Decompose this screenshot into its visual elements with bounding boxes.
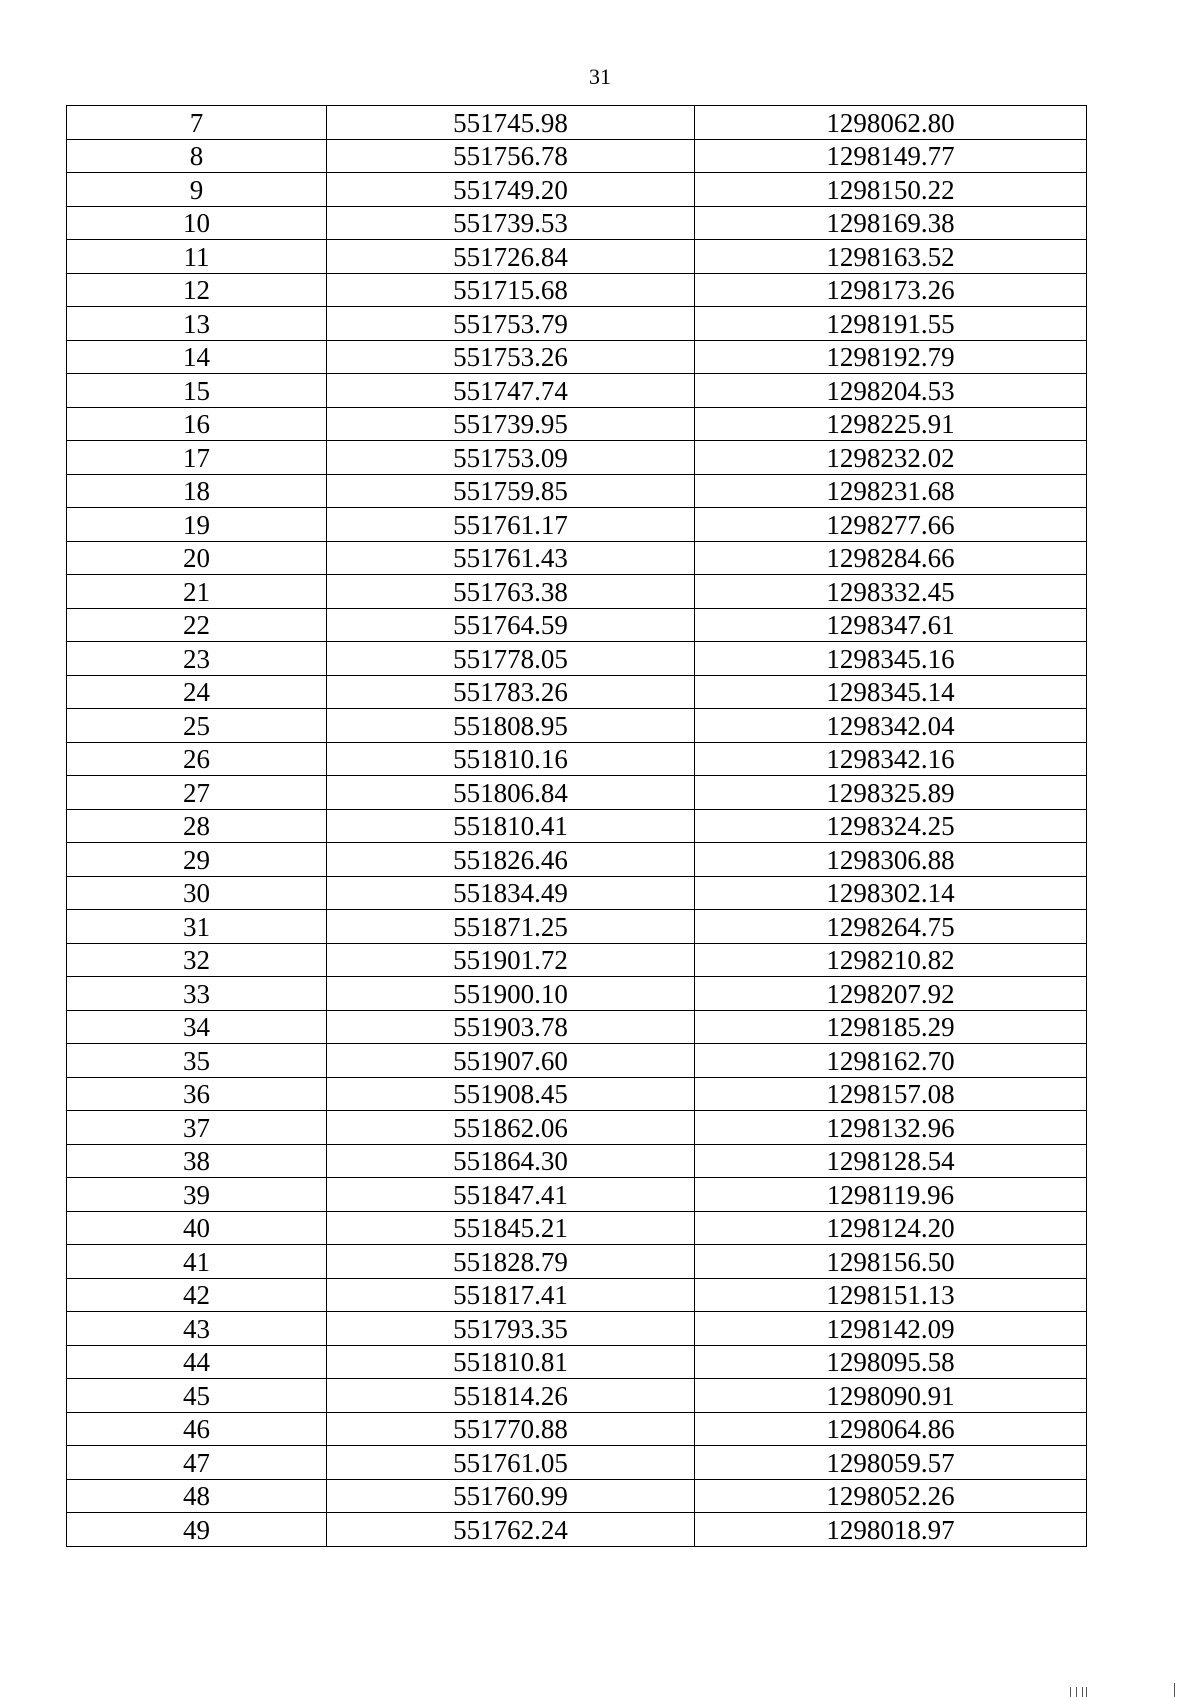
- y-coordinate-cell: 1298342.04: [695, 709, 1087, 743]
- x-coordinate-cell: 551864.30: [327, 1144, 695, 1178]
- x-coordinate-cell: 551763.38: [327, 575, 695, 609]
- table-row: [67, 340, 1087, 374]
- x-coordinate-cell: 551739.53: [327, 206, 695, 240]
- y-coordinate-cell: 1298149.77: [695, 139, 1087, 173]
- point-number-cell: 30: [67, 876, 327, 910]
- x-coordinate-cell: 551759.85: [327, 474, 695, 508]
- x-coordinate-cell: 551764.59: [327, 608, 695, 642]
- point-number-cell: 28: [67, 809, 327, 843]
- point-number-cell: 32: [67, 943, 327, 977]
- x-coordinate-cell: 551778.05: [327, 642, 695, 676]
- x-coordinate-cell: 551753.09: [327, 441, 695, 475]
- point-number-cell: 35: [67, 1044, 327, 1078]
- x-coordinate-cell: 551871.25: [327, 910, 695, 944]
- table-row: [67, 742, 1087, 776]
- y-coordinate-cell: 1298018.97: [695, 1513, 1087, 1547]
- point-number-cell: 12: [67, 273, 327, 307]
- point-number-cell: 47: [67, 1446, 327, 1480]
- x-coordinate-cell: 551834.49: [327, 876, 695, 910]
- x-coordinate-cell: 551847.41: [327, 1178, 695, 1212]
- point-number-cell: 44: [67, 1345, 327, 1379]
- point-number-cell: 17: [67, 441, 327, 475]
- x-coordinate-cell: 551828.79: [327, 1245, 695, 1279]
- y-coordinate-cell: 1298204.53: [695, 374, 1087, 408]
- table-row: [67, 1245, 1087, 1279]
- point-number-cell: 36: [67, 1077, 327, 1111]
- x-coordinate-cell: 551753.79: [327, 307, 695, 341]
- table-row: [67, 776, 1087, 810]
- x-coordinate-cell: 551808.95: [327, 709, 695, 743]
- y-coordinate-cell: 1298277.66: [695, 508, 1087, 542]
- x-coordinate-cell: 551900.10: [327, 977, 695, 1011]
- table-row: [67, 843, 1087, 877]
- y-coordinate-cell: 1298207.92: [695, 977, 1087, 1011]
- y-coordinate-cell: 1298151.13: [695, 1278, 1087, 1312]
- table-row: [67, 1278, 1087, 1312]
- table-row: [67, 1479, 1087, 1513]
- point-number-cell: 49: [67, 1513, 327, 1547]
- y-coordinate-cell: 1298342.16: [695, 742, 1087, 776]
- y-coordinate-cell: 1298192.79: [695, 340, 1087, 374]
- x-coordinate-cell: 551783.26: [327, 675, 695, 709]
- y-coordinate-cell: 1298302.14: [695, 876, 1087, 910]
- y-coordinate-cell: 1298169.38: [695, 206, 1087, 240]
- y-coordinate-cell: 1298163.52: [695, 240, 1087, 274]
- point-number-cell: 48: [67, 1479, 327, 1513]
- y-coordinate-cell: 1298156.50: [695, 1245, 1087, 1279]
- x-coordinate-cell: 551761.43: [327, 541, 695, 575]
- x-coordinate-cell: 551908.45: [327, 1077, 695, 1111]
- x-coordinate-cell: 551817.41: [327, 1278, 695, 1312]
- table-row: [67, 709, 1087, 743]
- table-row: [67, 441, 1087, 475]
- y-coordinate-cell: 1298052.26: [695, 1479, 1087, 1513]
- x-coordinate-cell: 551715.68: [327, 273, 695, 307]
- y-coordinate-cell: 1298332.45: [695, 575, 1087, 609]
- table-row: [67, 1513, 1087, 1547]
- table-row: [67, 943, 1087, 977]
- y-coordinate-cell: 1298232.02: [695, 441, 1087, 475]
- y-coordinate-cell: 1298231.68: [695, 474, 1087, 508]
- table-row: [67, 1379, 1087, 1413]
- point-number-cell: 7: [67, 106, 327, 140]
- y-coordinate-cell: 1298345.14: [695, 675, 1087, 709]
- table-row: [67, 1412, 1087, 1446]
- table-row: [67, 1446, 1087, 1480]
- y-coordinate-cell: 1298345.16: [695, 642, 1087, 676]
- point-number-cell: 27: [67, 776, 327, 810]
- point-number-cell: 42: [67, 1278, 327, 1312]
- x-coordinate-cell: 551762.24: [327, 1513, 695, 1547]
- x-coordinate-cell: 551761.05: [327, 1446, 695, 1480]
- point-number-cell: 29: [67, 843, 327, 877]
- table-row: [67, 508, 1087, 542]
- y-coordinate-cell: 1298264.75: [695, 910, 1087, 944]
- table-row: [67, 1010, 1087, 1044]
- point-number-cell: 46: [67, 1412, 327, 1446]
- coordinates-table: [66, 105, 1087, 1547]
- table-row: [67, 374, 1087, 408]
- x-coordinate-cell: 551814.26: [327, 1379, 695, 1413]
- point-number-cell: 15: [67, 374, 327, 408]
- point-number-cell: 25: [67, 709, 327, 743]
- page-number: 31: [589, 64, 611, 89]
- x-coordinate-cell: 551845.21: [327, 1211, 695, 1245]
- scan-mark: [1086, 1687, 1087, 1697]
- table-row: [67, 240, 1087, 274]
- y-coordinate-cell: 1298157.08: [695, 1077, 1087, 1111]
- x-coordinate-cell: 551739.95: [327, 407, 695, 441]
- y-coordinate-cell: 1298162.70: [695, 1044, 1087, 1078]
- point-number-cell: 11: [67, 240, 327, 274]
- coordinates-table-body: [67, 106, 1087, 1547]
- point-number-cell: 8: [67, 139, 327, 173]
- y-coordinate-cell: 1298095.58: [695, 1345, 1087, 1379]
- table-row: [67, 608, 1087, 642]
- table-row: [67, 106, 1087, 140]
- point-number-cell: 38: [67, 1144, 327, 1178]
- table-row: [67, 809, 1087, 843]
- y-coordinate-cell: 1298306.88: [695, 843, 1087, 877]
- table-row: [67, 307, 1087, 341]
- table-row: [67, 474, 1087, 508]
- y-coordinate-cell: 1298347.61: [695, 608, 1087, 642]
- x-coordinate-cell: 551907.60: [327, 1044, 695, 1078]
- y-coordinate-cell: 1298191.55: [695, 307, 1087, 341]
- point-number-cell: 24: [67, 675, 327, 709]
- table-row: [67, 1345, 1087, 1379]
- scan-mark: [1082, 1687, 1083, 1697]
- y-coordinate-cell: 1298064.86: [695, 1412, 1087, 1446]
- table-row: [67, 139, 1087, 173]
- x-coordinate-cell: 551753.26: [327, 340, 695, 374]
- point-number-cell: 31: [67, 910, 327, 944]
- point-number-cell: 39: [67, 1178, 327, 1212]
- table-row: [67, 910, 1087, 944]
- y-coordinate-cell: 1298225.91: [695, 407, 1087, 441]
- table-row: [67, 977, 1087, 1011]
- point-number-cell: 9: [67, 173, 327, 207]
- x-coordinate-cell: 551810.16: [327, 742, 695, 776]
- x-coordinate-cell: 551726.84: [327, 240, 695, 274]
- y-coordinate-cell: 1298210.82: [695, 943, 1087, 977]
- table-row: [67, 876, 1087, 910]
- y-coordinate-cell: 1298059.57: [695, 1446, 1087, 1480]
- x-coordinate-cell: 551761.17: [327, 508, 695, 542]
- y-coordinate-cell: 1298062.80: [695, 106, 1087, 140]
- x-coordinate-cell: 551810.41: [327, 809, 695, 843]
- y-coordinate-cell: 1298284.66: [695, 541, 1087, 575]
- point-number-cell: 10: [67, 206, 327, 240]
- table-row: [67, 1111, 1087, 1145]
- point-number-cell: 23: [67, 642, 327, 676]
- x-coordinate-cell: 551756.78: [327, 139, 695, 173]
- x-coordinate-cell: 551749.20: [327, 173, 695, 207]
- y-coordinate-cell: 1298142.09: [695, 1312, 1087, 1346]
- y-coordinate-cell: 1298124.20: [695, 1211, 1087, 1245]
- point-number-cell: 21: [67, 575, 327, 609]
- point-number-cell: 41: [67, 1245, 327, 1279]
- table-row: [67, 1312, 1087, 1346]
- scan-mark: [1174, 1683, 1175, 1697]
- x-coordinate-cell: 551901.72: [327, 943, 695, 977]
- table-row: [67, 1144, 1087, 1178]
- scan-mark: [1070, 1687, 1071, 1697]
- x-coordinate-cell: 551747.74: [327, 374, 695, 408]
- point-number-cell: 18: [67, 474, 327, 508]
- table-row: [67, 675, 1087, 709]
- table-row: [67, 1211, 1087, 1245]
- point-number-cell: 22: [67, 608, 327, 642]
- table-row: [67, 273, 1087, 307]
- y-coordinate-cell: 1298128.54: [695, 1144, 1087, 1178]
- x-coordinate-cell: 551903.78: [327, 1010, 695, 1044]
- point-number-cell: 33: [67, 977, 327, 1011]
- table-row: [67, 575, 1087, 609]
- y-coordinate-cell: 1298324.25: [695, 809, 1087, 843]
- point-number-cell: 16: [67, 407, 327, 441]
- x-coordinate-cell: 551862.06: [327, 1111, 695, 1145]
- point-number-cell: 13: [67, 307, 327, 341]
- y-coordinate-cell: 1298325.89: [695, 776, 1087, 810]
- y-coordinate-cell: 1298132.96: [695, 1111, 1087, 1145]
- table-row: [67, 407, 1087, 441]
- table-row: [67, 541, 1087, 575]
- y-coordinate-cell: 1298119.96: [695, 1178, 1087, 1212]
- y-coordinate-cell: 1298090.91: [695, 1379, 1087, 1413]
- point-number-cell: 43: [67, 1312, 327, 1346]
- point-number-cell: 26: [67, 742, 327, 776]
- table-row: [67, 173, 1087, 207]
- point-number-cell: 34: [67, 1010, 327, 1044]
- table-row: [67, 206, 1087, 240]
- x-coordinate-cell: 551760.99: [327, 1479, 695, 1513]
- point-number-cell: 20: [67, 541, 327, 575]
- x-coordinate-cell: 551810.81: [327, 1345, 695, 1379]
- point-number-cell: 45: [67, 1379, 327, 1413]
- table-row: [67, 1044, 1087, 1078]
- table-row: [67, 642, 1087, 676]
- point-number-cell: 14: [67, 340, 327, 374]
- table-row: [67, 1178, 1087, 1212]
- point-number-cell: 37: [67, 1111, 327, 1145]
- y-coordinate-cell: 1298173.26: [695, 273, 1087, 307]
- x-coordinate-cell: 551793.35: [327, 1312, 695, 1346]
- x-coordinate-cell: 551806.84: [327, 776, 695, 810]
- table-row: [67, 1077, 1087, 1111]
- point-number-cell: 40: [67, 1211, 327, 1245]
- scan-mark: [1076, 1687, 1077, 1697]
- x-coordinate-cell: 551770.88: [327, 1412, 695, 1446]
- point-number-cell: 19: [67, 508, 327, 542]
- y-coordinate-cell: 1298150.22: [695, 173, 1087, 207]
- y-coordinate-cell: 1298185.29: [695, 1010, 1087, 1044]
- x-coordinate-cell: 551745.98: [327, 106, 695, 140]
- x-coordinate-cell: 551826.46: [327, 843, 695, 877]
